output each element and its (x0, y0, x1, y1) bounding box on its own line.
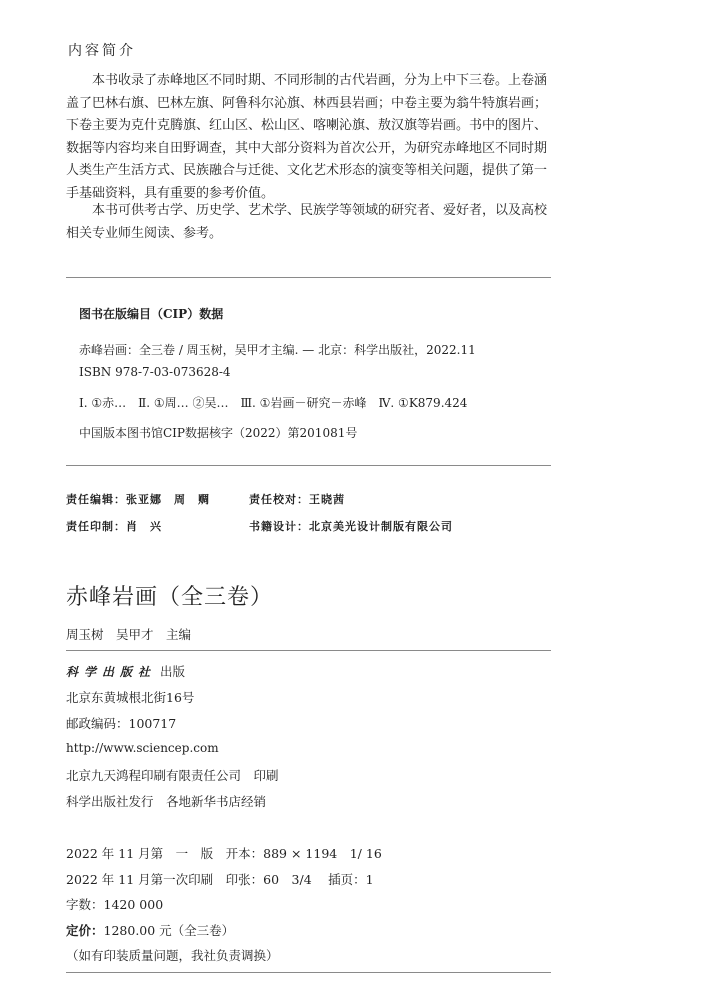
cip-line-title: 赤峰岩画：全三卷 / 周玉树，吴甲才主编. — 北京：科学出版社，2022.11 (79, 343, 476, 357)
edition-line-2: 2022 年 11 月第一次印刷 印张：60 3/4 插页：1 (66, 872, 374, 887)
divider (66, 465, 551, 466)
price-line (66, 921, 234, 939)
intro-paragraph-2 (66, 200, 554, 245)
staff-proofreader: 责任校对：王晓茜 (249, 493, 345, 506)
intro-line: 相关专业师生阅读、参考。 (66, 225, 223, 241)
distribution: 科学出版社发行 各地新华书店经销 (66, 794, 267, 809)
cip-heading: 图书在版编目（CIP）数据 (79, 307, 224, 321)
price-label: 定价： (66, 923, 104, 938)
intro-line: 人类生产生活方式、民族融合与迁徙、文化艺术形态的演变等相关问题，提供了第一 (66, 163, 548, 178)
publisher-logo: 科学出版社 (66, 665, 157, 679)
word-count: 字数：1420 000 (66, 897, 164, 912)
cip-line-isbn: ISBN 978-7-03-073628-4 (79, 365, 231, 379)
staff-editor: 责任编辑：张亚娜 周 赒 (66, 493, 210, 506)
staff-design: 书籍设计：北京美光设计制版有限公司 (249, 520, 453, 533)
intro-line: 本书可供考古学、历史学、艺术学、民族学等领域的研究者、爱好者，以及高校 (92, 203, 548, 218)
intro-line: 数据等内容均来自田野调查，其中大部分资料为首次公开，为研究赤峰地区不同时期 (66, 140, 548, 156)
divider (66, 650, 551, 651)
publisher-suffix: 出版 (160, 664, 186, 679)
intro-paragraph-1 (66, 70, 554, 205)
postcode: 邮政编码：100717 (66, 716, 177, 731)
price-value: 1280.00 元（全三卷） (103, 923, 235, 938)
intro-line: 手基础资料，具有重要的参考价值。 (66, 185, 275, 201)
quality-notice: （如有印装质量问题，我社负责调换） (66, 948, 279, 963)
staff-printing: 责任印制：肖 兴 (66, 520, 162, 533)
intro-line: 下卷主要为克什克腾旗、红山区、松山区、喀喇沁旗、敖汉旗等岩画。书中的图片、 (66, 118, 548, 133)
intro-title: 内容简介 (68, 43, 136, 59)
cip-line-record: 中国版本图书馆CIP数据核字（2022）第201081号 (79, 426, 358, 440)
book-editors: 周玉树 吴甲才 主编 (66, 627, 192, 642)
edition-line-1: 2022 年 11 月第 一 版 开本：889 × 1194 1/ 16 (66, 846, 382, 861)
printer: 北京九天鸿程印刷有限责任公司 印刷 (66, 768, 279, 783)
divider (66, 277, 551, 278)
intro-line: 本书收录了赤峰地区不同时期、不同形制的古代岩画，分为上中下三卷。上卷涵 (92, 73, 548, 88)
book-title: 赤峰岩画（全三卷） (66, 585, 274, 610)
publisher-line (66, 662, 185, 680)
publisher-address: 北京东黄城根北街16号 (66, 690, 195, 705)
cip-line-classification: Ⅰ. ①赤… Ⅱ. ①周… ②吴… Ⅲ. ①岩画－研究－赤峰 Ⅳ. ①K879.424 (79, 396, 468, 410)
intro-line: 盖了巴林右旗、巴林左旗、阿鲁科尔沁旗、林西县岩画；中卷主要为翁牛特旗岩画； (66, 95, 548, 111)
website: http://www.sciencep.com (66, 741, 219, 755)
divider (66, 972, 551, 973)
